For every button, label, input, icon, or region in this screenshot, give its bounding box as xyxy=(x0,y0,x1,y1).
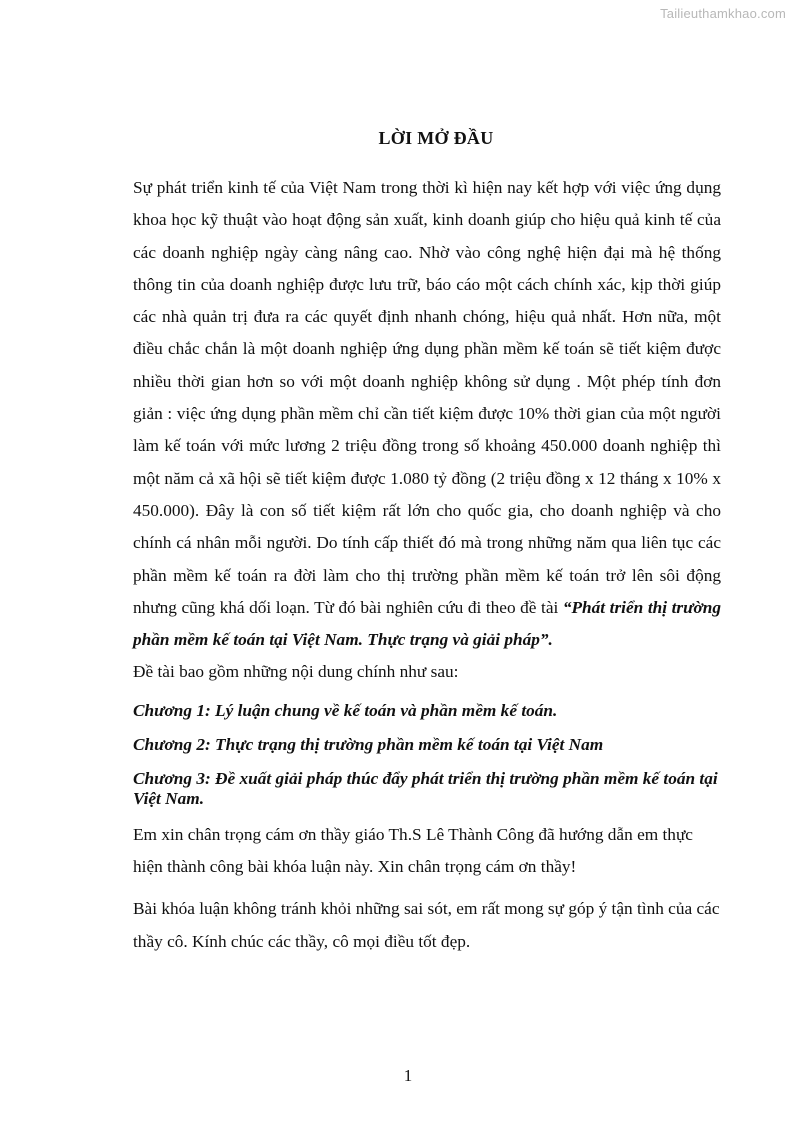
thanks-paragraph: Em xin chân trọng cám ơn thầy giáo Th.S Lê Thành Công đã hướng dẫn em thực hiện thành công bài khóa luận này. Xin chân trọng cám ơn thầy! xyxy=(133,824,693,877)
chapter-list xyxy=(133,701,721,809)
watermark: Tailieuthamkhao.com xyxy=(660,6,786,21)
intro-text: Sự phát triển kinh tế của Việt Nam trong thời kì hiện nay kết hợp với việc ứng dụng khoa học kỹ thuật vào hoạt động sản xuất, kinh doanh giúp cho hiệu quả kinh tế của các doanh nghiệp ngày càng nâng cao. Nhờ vào công nghệ hiện đại mà hệ thống thông tin của doanh nghiệp được lưu trữ, báo cáo một cách chính xác, kịp thời giúp các nhà quản trị đưa ra các quyết định nhanh chóng, hiệu quả nhất. Hơn nữa, một điều chắc chắn là một doanh nghiệp ứng dụng phần mềm kế toán sẽ tiết kiệm được nhiều thời gian hơn so với một doanh nghiệp không sử dụng . Một phép tính đơn giản : việc ứng dụng phần mềm chỉ cần tiết kiệm được 10% thời gian của một người làm kế toán với mức lương 2 triệu đồng trong số khoảng 450.000 doanh nghiệp thì một năm cả xã hội sẽ tiết kiệm được 1.080 tỷ đồng (2 triệu đồng x 12 tháng x 10% x 450.000). Đây là con số tiết kiệm rất lớn cho quốc gia, cho doanh nghiệp và cho chính cá nhân mỗi người. Do tính cấp thiết đó mà trong những năm qua liên tục các phần mềm kế toán ra đời làm cho thị trường phần mềm kế toán trở lên sôi động nhưng cũng khá dối loạn. Từ đó bài nghiên cứu đi theo đề tài xyxy=(133,178,721,617)
page-number: 1 xyxy=(403,1066,413,1085)
chapter-item: Chương 3: Đề xuất giải pháp thúc đẩy phát triển thị trường phần mềm kế toán tại Việt Nam. xyxy=(133,768,718,808)
thesis-topic: “Phát triển thị trường phần mềm kế toán tại Việt Nam. Thực trạng và giải pháp”. xyxy=(133,597,721,650)
intro-paragraph xyxy=(133,172,721,689)
intro-continuation: Đề tài bao gồm những nội dung chính như sau: xyxy=(133,662,459,682)
page-title: LỜI MỞ ĐẦU xyxy=(378,128,494,148)
closing-paragraph: Bài khóa luận không tránh khỏi những sai sót, em rất mong sự góp ý tận tình của các thầy cô. Kính chúc các thầy, cô mọi điều tốt đẹp. xyxy=(133,899,720,951)
document-page xyxy=(133,128,721,958)
chapter-item: Chương 1: Lý luận chung về kế toán và phần mềm kế toán. xyxy=(133,700,558,720)
chapter-item: Chương 2: Thực trạng thị trường phần mềm kế toán tại Việt Nam xyxy=(133,734,604,754)
